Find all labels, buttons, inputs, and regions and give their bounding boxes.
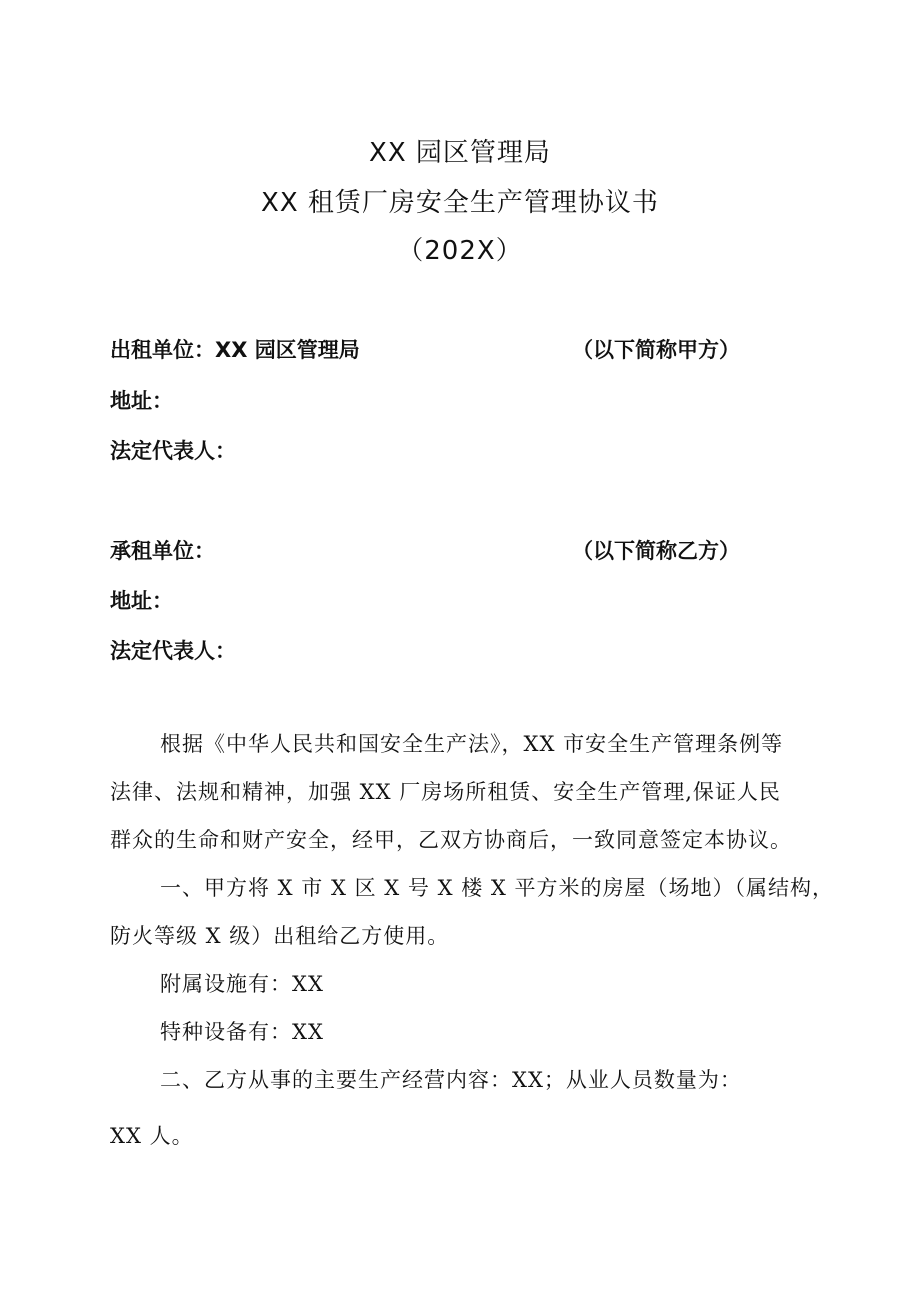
document-year: （202X） — [397, 236, 523, 266]
clause-2-line: 二、乙方从事的主要生产经营内容：XX；从业人员数量为： — [160, 1068, 742, 1092]
clause-1-line: 一、甲方将 X 市 X 区 X 号 X 楼 X 平方米的房屋（场地）（属结构， — [160, 876, 835, 900]
lessee-legal-representative: 法定代表人： — [110, 639, 236, 663]
preamble-line: 根据《中华人民共和国安全生产法》，XX 市安全生产管理条例等 — [160, 732, 784, 756]
preamble-line: 群众的生命和财产安全，经甲，乙双方协商后，一致同意签定本协议。 — [110, 828, 792, 852]
clause-1-line: 防火等级 X 级）出租给乙方使用。 — [110, 924, 450, 948]
lessor-address: 地址： — [110, 389, 173, 413]
issuer-title: XX 园区管理局 — [369, 138, 551, 168]
document-title: XX 租赁厂房安全生产管理协议书 — [261, 188, 659, 218]
lessor-abbreviation: （以下简称甲方） — [572, 338, 740, 362]
lessor-unit: 出租单位：XX 园区管理局 — [110, 338, 360, 362]
facilities-line: 附属设施有：XX — [160, 972, 324, 996]
lessee-unit: 承租单位： — [110, 539, 215, 563]
special-equipment-line: 特种设备有：XX — [160, 1020, 324, 1044]
clause-2-line: XX 人。 — [110, 1124, 194, 1148]
preamble-line: 法律、法规和精神，加强 XX 厂房场所租赁、安全生产管理,保证人民 — [110, 780, 781, 804]
lessee-address: 地址： — [110, 589, 173, 613]
lessee-abbreviation: （以下简称乙方） — [572, 539, 740, 563]
lessor-legal-representative: 法定代表人： — [110, 439, 236, 463]
